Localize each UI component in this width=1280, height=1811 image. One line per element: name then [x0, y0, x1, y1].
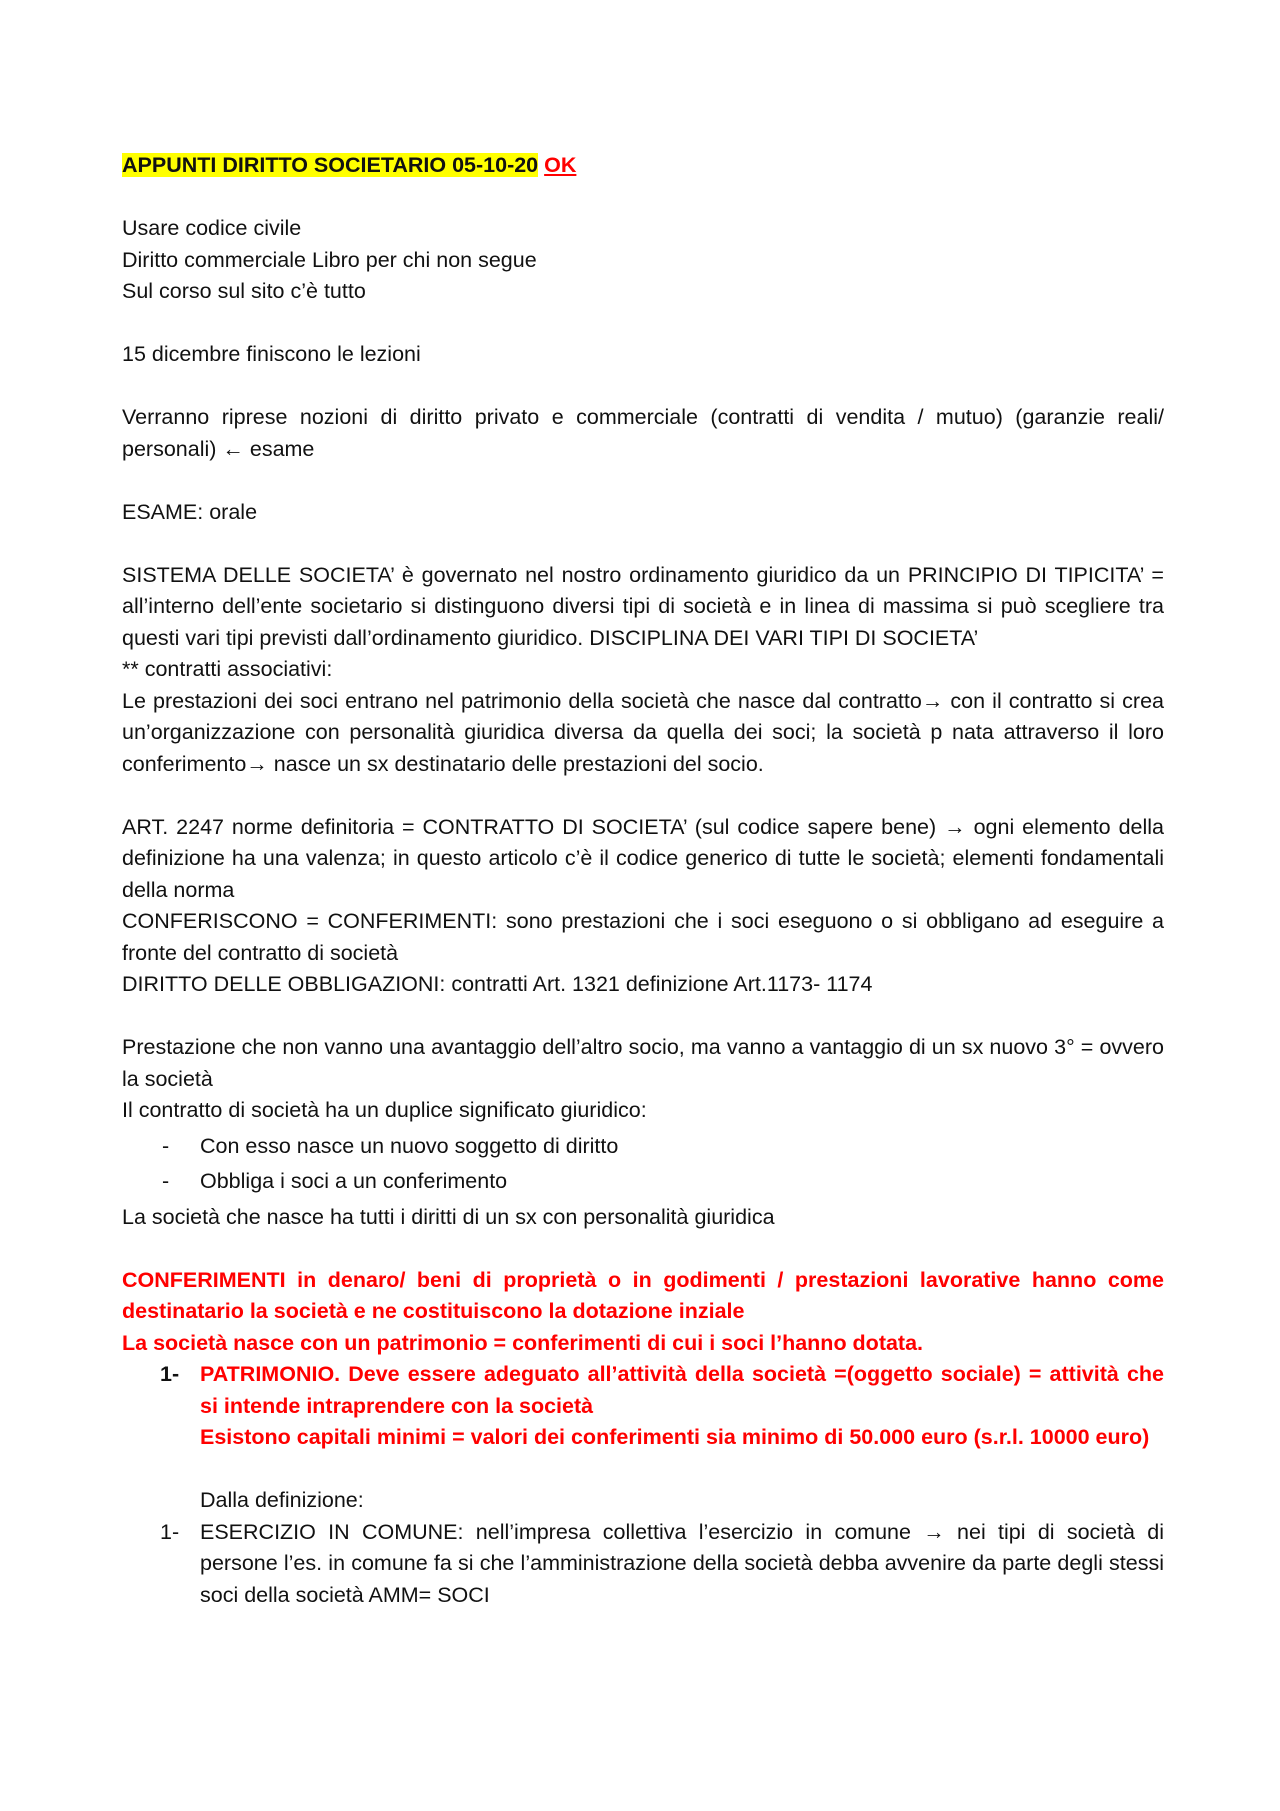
art-2247-paragraph: ART. 2247 norme definitoria = CONTRATTO DI SOCIETA’ (sul codice sapere bene) → ogni elemento della definizione ha una valenza; in questo articolo c’è il codice generico di tutte le società; elementi fondamentali della norma	[122, 814, 1164, 902]
prestazioni-paragraph: Le prestazioni dei soci entrano nel patrimonio della società che nasce dal contratto→ con il contratto si crea un’organizzazione con personalità giuridica diversa da quella dei soci; la società p nata attraverso il loro conferimento→ nasce un sx destinatario delle prestazioni del socio.	[122, 688, 1164, 776]
end-lessons-paragraph: 15 dicembre finiscono le lezioni	[122, 342, 421, 366]
spacer	[122, 1233, 1164, 1265]
spacer	[122, 182, 1164, 214]
list-item-text: Con esso nasce un nuovo soggetto di diritto	[200, 1133, 619, 1158]
list-item	[122, 1131, 1164, 1163]
duplice-list	[122, 1131, 1164, 1198]
prestazione-vantaggio-paragraph: Prestazione che non vanno una avantaggio dell’altro socio, ma vanno a vantaggio di un sx nuovo 3° = ovvero la società	[122, 1035, 1164, 1091]
item-number: 1-	[160, 1362, 180, 1386]
spacer	[122, 308, 1164, 340]
intro-line-1: Usare codice civile	[122, 216, 302, 240]
conferimenti-paragraph: CONFERIMENTI in denaro/ beni di proprietà o in godimenti / prestazioni lavorative hanno come destinatario la società e ne costituiscono la dotazione inziale	[122, 1267, 1164, 1323]
patrimonio-paragraph: La società nasce con un patrimonio = conferimenti di cui i soci l’hanno dotata.	[122, 1330, 924, 1355]
list-item	[122, 1166, 1164, 1198]
title-highlight: APPUNTI DIRITTO SOCIETARIO 05-10-20	[122, 153, 539, 177]
spacer	[122, 1001, 1164, 1033]
document-page	[122, 150, 1164, 1611]
spacer	[122, 528, 1164, 560]
dash-marker: -	[162, 1133, 170, 1158]
exam-paragraph: ESAME: orale	[122, 499, 258, 524]
duplice-paragraph: Il contratto di società ha un duplice significato giuridico:	[122, 1098, 647, 1122]
contratti-associativi-line: ** contratti associativi:	[122, 657, 333, 681]
patrimonio-numbered-item	[122, 1359, 1164, 1454]
patrimonio-item-line-2: Esistono capitali minimi = valori dei conferimenti sia minimo di 50.000 euro (s.r.l. 10000 euro)	[200, 1425, 1150, 1449]
dash-marker: -	[162, 1169, 170, 1193]
patrimonio-item-line-1: PATRIMONIO. Deve essere adeguato all’attività della società =(oggetto sociale) = attività che si intende intraprendere con la società	[200, 1362, 1164, 1418]
intro-line-3: Sul corso sul sito c’è tutto	[122, 279, 366, 303]
sistema-paragraph: SISTEMA DELLE SOCIETA’ è governato nel nostro ordinamento giuridico da un PRINCIPIO DI TIPICITA’ = all’interno dell’ente societario si distinguono diversi tipi di società e in linea di massima si può scegliere tra questi vari tipi previsti dall’ordinamento giuridico. DISCIPLINA DEI VARI TIPI DI SOCIETA’	[122, 562, 1164, 650]
dalla-definizione-line: Dalla definizione:	[200, 1488, 364, 1512]
spacer	[122, 465, 1164, 497]
esercizio-numbered-item	[122, 1517, 1164, 1612]
document-title	[122, 150, 1164, 182]
obbligazioni-line: DIRITTO DELLE OBBLIGAZIONI: contratti Art. 1321 definizione Art.1173- 1174	[122, 972, 873, 996]
title-status-ok: OK	[544, 153, 577, 177]
notions-paragraph: Verranno riprese nozioni di diritto privato e commerciale (contratti di vendita / mutuo) (garanzie reali/ personali) ← esame	[122, 405, 1164, 461]
spacer	[122, 371, 1164, 403]
nasce-diritti-paragraph: La società che nasce ha tutti i diritti di un sx con personalità giuridica	[122, 1204, 775, 1229]
spacer	[122, 780, 1164, 812]
conferiscono-paragraph: CONFERISCONO = CONFERIMENTI: sono prestazioni che i soci eseguono o si obbligano ad eseguire a fronte del contratto di società	[122, 909, 1164, 965]
item-number: 1-	[160, 1519, 180, 1544]
esercizio-item-text: ESERCIZIO IN COMUNE: nell’impresa collettiva l’esercizio in comune → nei tipi di società di persone l’es. in comune fa si che l’amministrazione della società debba avvenire da parte degli stessi soci della società AMM= SOCI	[200, 1519, 1164, 1607]
intro-line-2: Diritto commerciale Libro per chi non segue	[122, 247, 537, 272]
spacer	[122, 1454, 1164, 1486]
list-item-text: Obbliga i soci a un conferimento	[200, 1169, 508, 1193]
